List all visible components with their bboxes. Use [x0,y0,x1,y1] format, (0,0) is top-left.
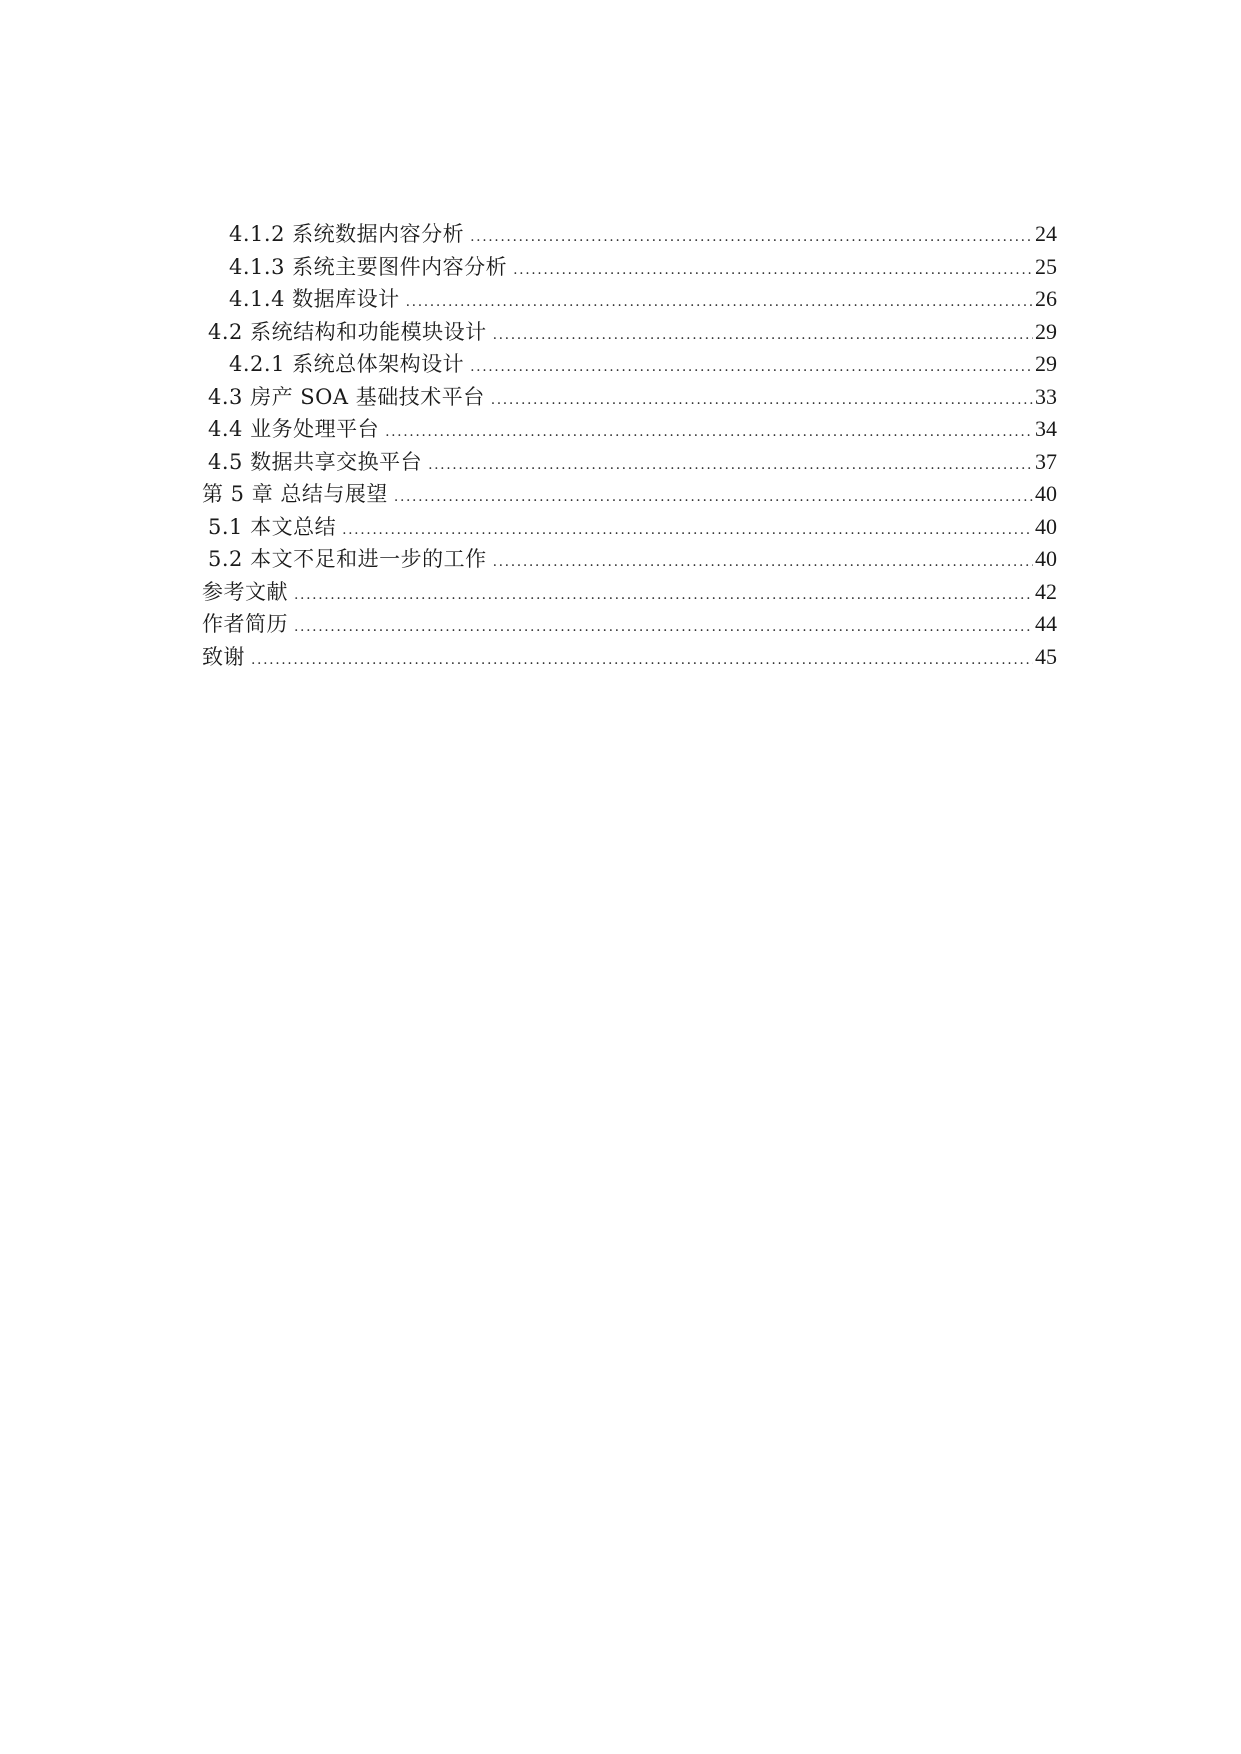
toc-entry-title: 4.5 数据共享交换平台 [208,449,423,474]
toc-dot-leader [513,263,1033,277]
toc-entry[interactable] [202,446,1057,479]
toc-entry-page: 25 [1035,253,1057,279]
toc-entry[interactable] [202,283,1057,316]
toc-entry-page: 34 [1035,416,1057,441]
toc-entry-title: 参考文献 [202,579,288,604]
toc-entry-title: 4.1.2 系统数据内容分析 [229,222,465,246]
toc-dot-leader [491,393,1033,407]
toc-entry-title: 4.2.1 系统总体架构设计 [229,352,465,376]
toc-entry[interactable] [202,543,1057,576]
toc-entry[interactable] [202,218,1057,251]
toc-entry-title: 作者简历 [202,612,288,636]
toc-dot-leader [342,523,1033,537]
toc-dot-leader [406,295,1033,309]
toc-entry-page: 45 [1035,643,1057,669]
toc-entry[interactable] [202,251,1057,284]
table-of-contents [202,218,1057,673]
toc-entry-page: 42 [1035,578,1057,604]
toc-dot-leader [394,490,1033,504]
toc-entry-page: 40 [1035,546,1057,571]
toc-entry[interactable] [202,316,1057,349]
toc-entry[interactable] [202,413,1057,446]
toc-entry-page: 29 [1035,351,1057,376]
toc-entry[interactable] [202,381,1057,414]
toc-dot-leader [251,653,1033,667]
toc-dot-leader [493,328,1033,342]
toc-dot-leader [470,230,1033,244]
toc-entry-title: 第 5 章 总结与展望 [202,482,388,506]
toc-entry-title: 4.2 系统结构和功能模块设计 [208,319,487,344]
toc-dot-leader [294,588,1033,602]
toc-entry-page: 44 [1035,611,1057,636]
toc-entry-title: 5.2 本文不足和进一步的工作 [208,547,487,571]
toc-dot-leader [470,360,1033,374]
toc-entry[interactable] [202,576,1057,609]
toc-entry[interactable] [202,348,1057,381]
toc-entry[interactable] [202,478,1057,511]
toc-dot-leader [493,555,1033,569]
toc-entry-title: 4.4 业务处理平台 [208,417,380,441]
toc-entry-page: 37 [1035,448,1057,474]
toc-dot-leader [428,458,1033,472]
toc-entry[interactable] [202,608,1057,641]
toc-dot-leader [385,425,1033,439]
toc-entry-title: 致谢 [202,644,245,669]
toc-entry-page: 26 [1035,286,1057,311]
toc-entry-page: 33 [1035,383,1057,409]
toc-dot-leader [294,620,1033,634]
toc-entry-title: 4.1.4 数据库设计 [229,287,400,311]
toc-entry-title: 5.1 本文总结 [208,514,337,539]
toc-entry-page: 24 [1035,221,1057,246]
toc-entry-title: 4.3 房产 SOA 基础技术平台 [208,384,485,409]
toc-entry-title: 4.1.3 系统主要图件内容分析 [229,254,508,279]
toc-entry-page: 40 [1035,513,1057,539]
toc-entry-page: 40 [1035,481,1057,506]
toc-entry[interactable] [202,641,1057,674]
toc-entry[interactable] [202,511,1057,544]
toc-entry-page: 29 [1035,318,1057,344]
